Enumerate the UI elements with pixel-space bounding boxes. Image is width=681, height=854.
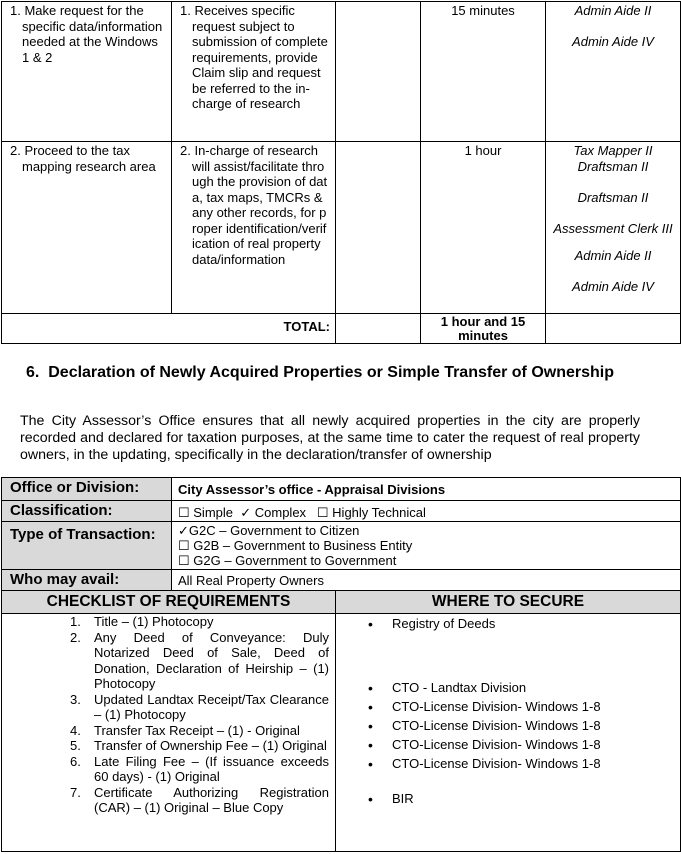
list-item: • CTO - Landtax Division bbox=[368, 680, 526, 695]
transaction-label: Type of Transaction: bbox=[2, 522, 172, 570]
requirements-list bbox=[2, 614, 336, 852]
where-to-secure-list bbox=[336, 614, 681, 852]
list-item: 4. Transfer Tax Receipt – (1) - Original bbox=[70, 722, 300, 738]
office-label: Office or Division: bbox=[2, 478, 172, 501]
section-title: 6. Declaration of Newly Acquired Properties or Simple Transfer of Ownership bbox=[26, 364, 614, 381]
table-row bbox=[2, 522, 681, 570]
list-item: 7. Certificate Authorizing Registration (CAR) – (1) Original – Blue Copy bbox=[70, 784, 329, 815]
avail-value: All Real Property Owners bbox=[172, 570, 681, 591]
office-value: City Assessor’s office - Appraisal Divisions bbox=[172, 478, 681, 501]
list-item: 3. Updated Landtax Receipt/Tax Clearance – (1) Photocopy bbox=[70, 691, 329, 722]
table-row bbox=[2, 570, 681, 591]
table-header-row bbox=[2, 591, 681, 614]
person-responsible-cell: Admin Aide II Admin Aide IV bbox=[546, 2, 681, 142]
table-row bbox=[2, 142, 681, 314]
total-value: 1 hour and 15 minutes bbox=[421, 314, 546, 344]
table-row bbox=[2, 478, 681, 501]
fees-cell bbox=[336, 2, 421, 142]
total-row bbox=[2, 314, 681, 344]
client-step-cell: 1. Make request for the specific data/information needed at the Windows 1 & 2 bbox=[2, 2, 172, 142]
requirements-row bbox=[2, 614, 681, 852]
table-row bbox=[2, 2, 681, 142]
where-to-secure-header: WHERE TO SECURE bbox=[336, 591, 681, 614]
list-item: • BIR bbox=[368, 791, 414, 806]
list-item: 6. Late Filing Fee – (If issuance exceeds 60 days) - (1) Original bbox=[70, 753, 329, 784]
avail-label: Who may avail: bbox=[2, 570, 172, 591]
list-item: • CTO-License Division- Windows 1-8 bbox=[368, 718, 601, 733]
classification-label: Classification: bbox=[2, 501, 172, 522]
list-item: • Registry of Deeds bbox=[368, 616, 495, 631]
fees-cell bbox=[336, 142, 421, 314]
list-item: 1. Title – (1) Photocopy bbox=[70, 614, 214, 629]
transaction-options: ✓G2C – Government to Citizen ☐ G2B – Government to Business Entity ☐ G2G – Government to Government bbox=[172, 522, 681, 570]
list-item: 2. Any Deed of Conveyance: Duly Notarized Deed of Sale, Deed of Donation, Declaration of Heirship – (1) Photocopy bbox=[70, 629, 329, 691]
checklist-header: CHECKLIST OF REQUIREMENTS bbox=[2, 591, 336, 614]
classification-options: ☐ Simple ✓ Complex ☐ Highly Technical bbox=[172, 501, 681, 522]
agency-action-cell: 1. Receives specific request subject to submission of complete requirements, provide Claim slip and request be referred to the in-charge of research bbox=[172, 2, 336, 142]
list-item: • CTO-License Division- Windows 1-8 bbox=[368, 699, 601, 714]
list-item: • CTO-License Division- Windows 1-8 bbox=[368, 737, 601, 752]
client-step-cell: 2. Proceed to the tax mapping research area bbox=[2, 142, 172, 314]
list-item: • CTO-License Division- Windows 1-8 bbox=[368, 756, 601, 771]
section-intro: The City Assessor’s Office ensures that all newly acquired properties in the city are properly recorded and declared for taxation purposes, at the same time to cater the request of real property owners, in the updating, specifically in the declaration/transfer of ownership bbox=[20, 413, 640, 463]
service-info-table bbox=[1, 477, 681, 852]
agency-action-cell: 2. In-charge of research will assist/facilitate through the provision of data, tax maps, TMCRs & any other records, for proper identification/verification of real property data/information bbox=[172, 142, 336, 314]
processing-time-cell: 1 hour bbox=[421, 142, 546, 314]
total-label: TOTAL: bbox=[2, 314, 336, 344]
list-item: 5. Transfer of Ownership Fee – (1) Original bbox=[70, 738, 327, 753]
person-responsible-cell: Tax Mapper II Draftsman II Draftsman II Assessment Clerk III Admin Aide II Admin Aide IV bbox=[546, 142, 681, 314]
table-row bbox=[2, 501, 681, 522]
processing-time-cell: 15 minutes bbox=[421, 2, 546, 142]
process-steps-table bbox=[1, 1, 681, 344]
